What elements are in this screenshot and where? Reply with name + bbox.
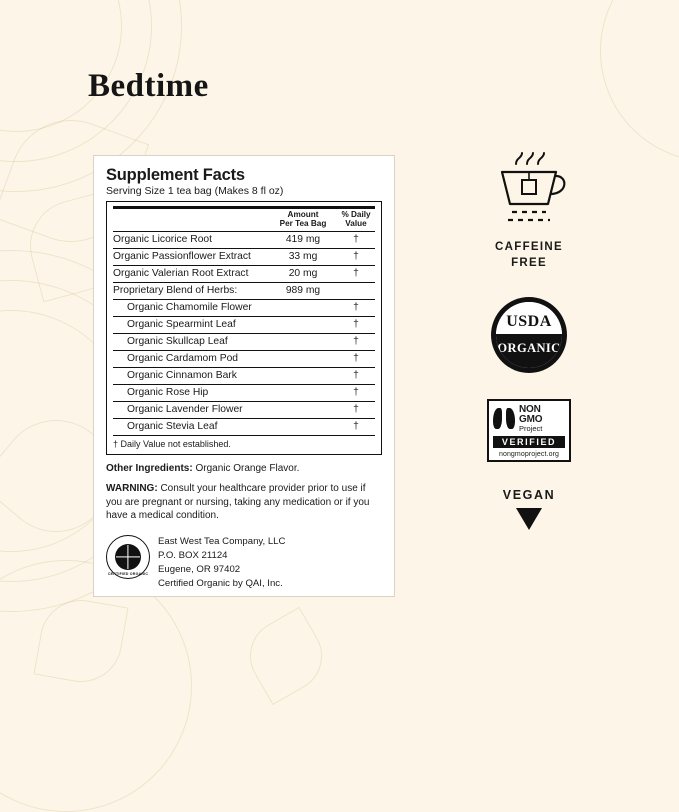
company-address [158,535,285,591]
other-ingredients [106,462,382,476]
background-ornament [237,607,335,705]
header-dv-line2: Value [345,218,367,228]
non-gmo-seal-row [493,405,565,433]
ingredient-amount [269,418,337,435]
company-name: East West Tea Company, LLC [158,535,286,547]
certified-organic-seal-icon [106,535,150,579]
ingredient-amount [269,401,337,418]
ingredient-amount [269,367,337,384]
ingredient-name: Organic Spearmint Leaf [113,316,269,333]
ingredient-amount [269,299,337,316]
usda-text: USDA [506,312,552,330]
ingredient-name: Organic Cinnamon Bark [113,367,269,384]
non-gmo-line3: Project [519,424,543,434]
ingredient-name: Organic Lavender Flower [113,401,269,418]
table-row [113,248,375,265]
usda-seal-inner [496,302,562,368]
badges-column [455,150,603,556]
butterfly-icon [493,406,515,432]
ingredient-amount [269,316,337,333]
nutrition-table-box [106,201,382,455]
ingredient-name: Organic Cardamom Pod [113,350,269,367]
seal-caption: CERTIFIED ORGANIC [107,571,149,576]
warning-label: WARNING: [106,483,158,495]
table-row [113,350,375,367]
table-row [113,367,375,384]
ingredient-name: Organic Stevia Leaf [113,418,269,435]
header-dv [337,209,375,232]
non-gmo-badge [455,399,603,462]
caffeine-free-line1: CAFFEINE [495,241,563,253]
non-gmo-line2: GMO [519,414,543,426]
caffeine-free-line2: FREE [511,256,547,269]
serving-size: Serving Size 1 tea bag (Makes 8 fl oz) [106,185,284,198]
ingredient-name: Organic Licorice Root [113,231,269,248]
company-address-block [106,535,382,591]
ingredient-amount: 419 mg [269,231,337,248]
ingredient-dv: † [337,367,375,384]
ingredient-dv: † [337,231,375,248]
ingredient-amount [269,350,337,367]
table-row [113,401,375,418]
usda-organic-seal-icon [491,297,567,373]
ingredient-name: Organic Skullcap Leaf [113,333,269,350]
table-row [113,384,375,401]
vegan-v-icon [516,508,542,530]
ingredient-amount: 33 mg [269,248,337,265]
ingredient-dv: † [337,316,375,333]
vegan-label: VEGAN [502,487,556,502]
non-gmo-project-seal-icon [487,399,571,462]
table-row [113,231,375,248]
tea-cup-icon [455,150,603,228]
header-blank [113,209,269,232]
header-dv-line1: % Daily [341,210,371,220]
caffeine-free-badge [455,150,603,271]
table-row [113,333,375,350]
vegan-badge [455,488,603,530]
usda-organic-badge [455,297,603,373]
supplement-facts-panel [93,155,395,597]
table-row [113,299,375,316]
ingredient-amount [269,384,337,401]
supplement-facts-heading: Supplement Facts [106,166,245,184]
supplement-facts-table [113,209,375,436]
non-gmo-text [519,405,542,433]
usda-seal-top [496,302,562,335]
company-certification: Certified Organic by QAI, Inc. [158,577,283,589]
ingredient-amount: 20 mg [269,265,337,282]
header-amount-line1: Amount [287,210,319,220]
other-ingredients-value: Organic Orange Flavor. [192,462,300,474]
warning-text [106,482,382,523]
ingredient-dv [337,282,375,299]
usda-seal-bottom [496,335,562,368]
ingredient-amount: 989 mg [269,282,337,299]
ingredient-dv: † [337,384,375,401]
header-amount [269,209,337,232]
table-row [113,282,375,299]
ingredient-name: Organic Chamomile Flower [113,299,269,316]
background-ornament [34,594,129,689]
table-row [113,418,375,435]
warning-body: Consult your healthcare provider prior to use if you are pregnant or nursing, taking any medication or if you have a medical condition. [106,483,370,522]
ingredient-name: Organic Valerian Root Extract [113,265,269,282]
ingredient-name: Organic Rose Hip [113,384,269,401]
ingredient-dv: † [337,265,375,282]
background-ornament [0,0,122,132]
table-row [113,265,375,282]
ingredient-dv: † [337,350,375,367]
non-gmo-line1: NON [519,404,541,416]
non-gmo-url: nongmoproject.org [498,450,560,458]
ingredient-dv: † [337,401,375,418]
non-gmo-verified-banner: VERIFIED [493,436,565,448]
ingredient-name: Proprietary Blend of Herbs: [113,282,269,299]
company-city-state-zip: Eugene, OR 97402 [158,563,241,575]
other-ingredients-label: Other Ingredients: [106,462,193,474]
ingredient-dv: † [337,248,375,265]
ingredient-dv: † [337,333,375,350]
company-po-box: P.O. BOX 21124 [158,549,228,561]
globe-icon [115,544,141,570]
table-row [113,316,375,333]
ingredient-dv: † [337,299,375,316]
organic-text: ORGANIC [497,340,561,355]
ingredient-dv: † [337,418,375,435]
background-ornament [600,0,679,162]
header-amount-line2: Per Tea Bag [279,218,327,228]
table-header-row [113,209,375,232]
ingredient-amount [269,333,337,350]
ingredient-name: Organic Passionflower Extract [113,248,269,265]
caffeine-free-label [455,240,603,271]
background-ornament [0,560,192,812]
page-title: Bedtime [88,68,209,104]
daily-value-footnote: † Daily Value not established. [113,438,231,449]
